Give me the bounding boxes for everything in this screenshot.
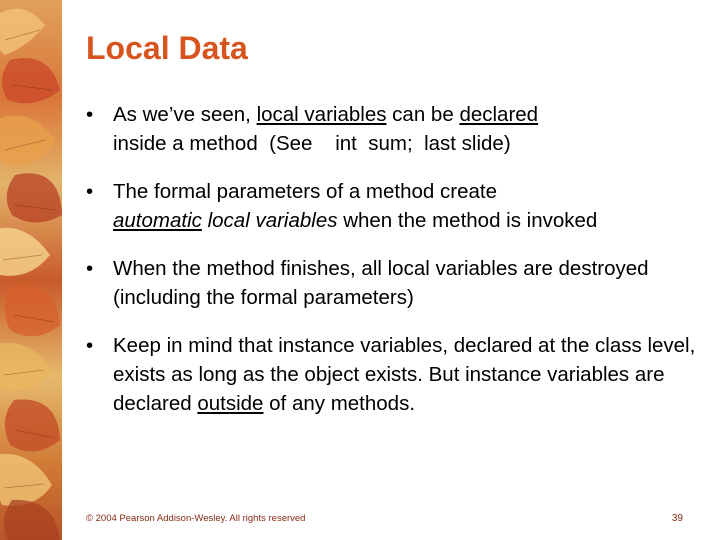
bullet-text: When the method finishes, all local variables are destroyed (including the formal parameters) — [113, 257, 649, 309]
underlined-text: outside — [197, 392, 264, 415]
bullet-marker: • — [86, 103, 94, 126]
text-run: inside a method (See int sum; last slide) — [113, 132, 511, 155]
underlined-italic-text: automatic — [113, 209, 202, 232]
bullet-marker: • — [86, 334, 94, 357]
bullet-marker: • — [86, 180, 94, 203]
text-run: Keep in mind that instance variables, declared at the class level, exists as long as the object exists. But instance variables are declared — [113, 334, 696, 415]
text-run: The formal parameters of a method create — [113, 180, 497, 203]
page-number: 39 — [671, 513, 683, 524]
text-run: can be — [386, 103, 460, 126]
underlined-text: local variables — [256, 103, 387, 126]
bullet-text — [113, 103, 538, 155]
bullet-item — [86, 254, 696, 312]
bullet-text — [113, 334, 695, 415]
bullet-marker: • — [86, 257, 94, 280]
italic-text: local variables — [207, 209, 338, 232]
underlined-text: declared — [459, 103, 539, 126]
text-run: As we’ve seen, — [113, 103, 257, 126]
copyright-footer: © 2004 Pearson Addison-Wesley. All rights reserved — [86, 513, 306, 524]
bullet-item — [86, 177, 696, 235]
bullet-list — [86, 100, 696, 418]
text-run: of any methods. — [263, 392, 416, 415]
bullet-text — [113, 180, 597, 232]
text-run: when the method is invoked — [337, 209, 598, 232]
leaf-pattern-graphic — [0, 0, 62, 540]
bullet-item — [86, 100, 696, 158]
bullet-item — [86, 331, 696, 418]
slide-title: Local Data — [86, 30, 248, 66]
autumn-leaves-image — [0, 0, 62, 540]
